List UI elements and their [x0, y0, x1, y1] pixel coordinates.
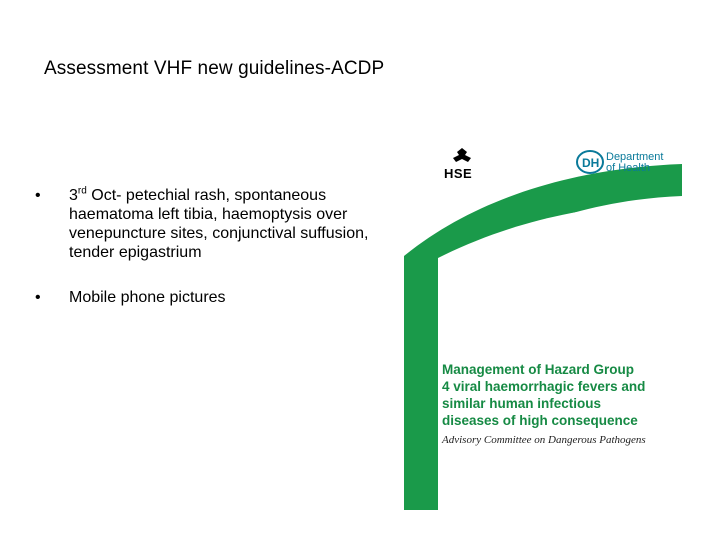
bullet-text: Oct- petechial rash, spontaneous haematoma left tibia, haemoptysis over venepuncture sites, conjunctival suffusion, tender epigastrium — [69, 187, 369, 261]
cover-title-line: 4 viral haemorrhagic fevers and — [442, 379, 646, 394]
bullet-prefix: 3 — [69, 187, 78, 204]
bullet-list — [35, 186, 380, 333]
bullet-item-2 — [35, 288, 380, 307]
dh-name — [606, 152, 663, 174]
hse-logo-text: HSE — [444, 166, 473, 181]
cover-title — [442, 361, 682, 429]
bullet-text: Mobile phone pictures — [69, 289, 226, 306]
cover-title-line: similar human infectious — [442, 396, 602, 411]
dh-name-line2: of Health — [606, 162, 651, 174]
cover-subtitle: Advisory Committee on Dangerous Pathogens — [442, 434, 646, 446]
dh-logo-text: DH — [582, 156, 600, 170]
slide-title: Assessment VHF new guidelines-ACDP — [44, 58, 385, 79]
white-panel — [438, 202, 682, 510]
bullet-superscript: rd — [77, 185, 87, 197]
bullet-item-1 — [35, 186, 380, 262]
dh-name-line1: Department — [606, 151, 664, 163]
bullet-marker: • — [35, 187, 41, 204]
cover-title-line: Management of Hazard Group — [442, 362, 635, 377]
cover-title-line: diseases of high consequence — [442, 413, 638, 428]
document-cover-graphic — [398, 138, 682, 510]
bullet-marker: • — [35, 289, 41, 306]
